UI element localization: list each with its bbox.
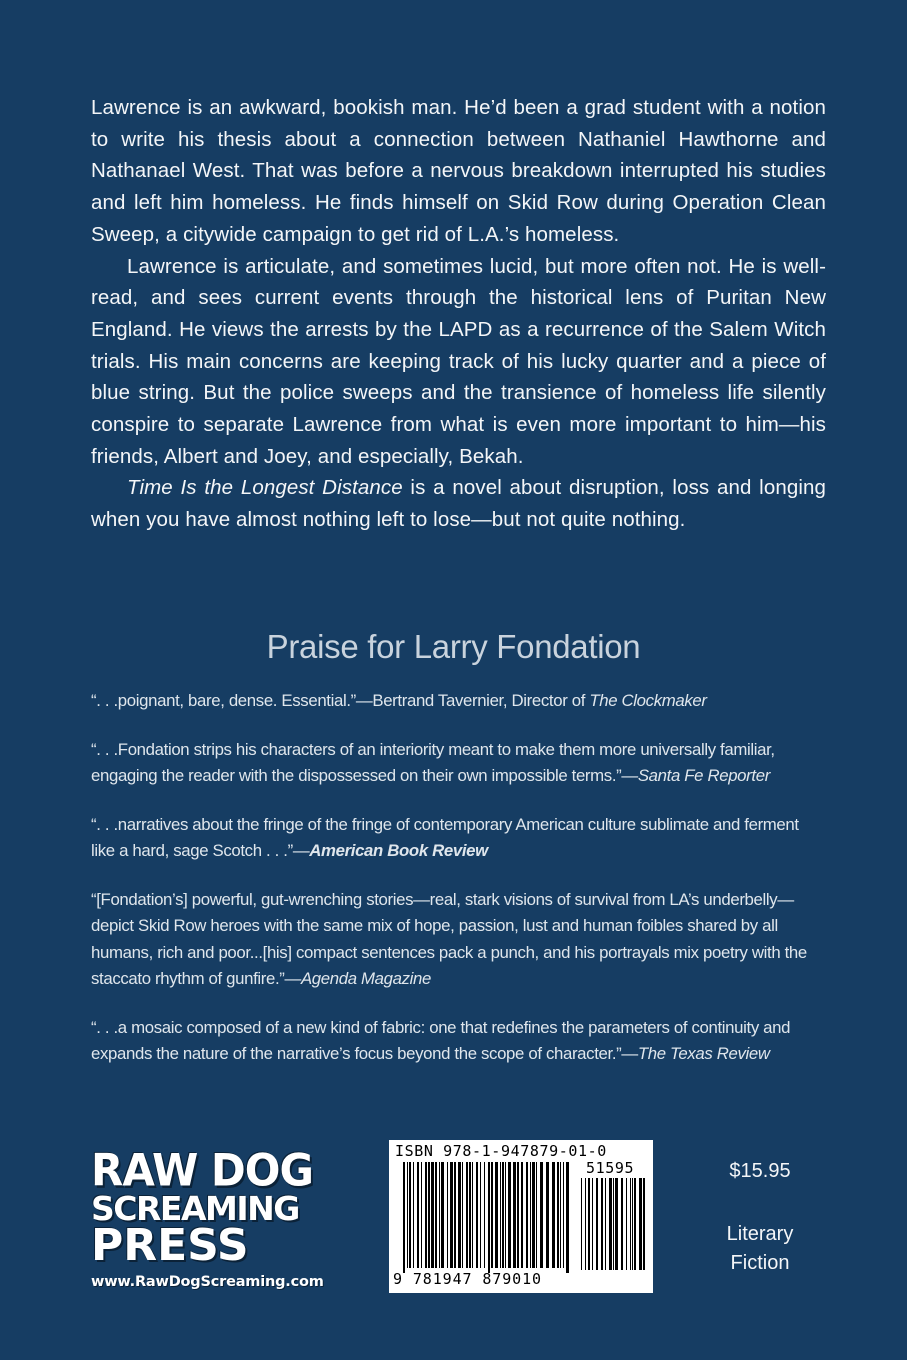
barcode-bar	[563, 1162, 564, 1268]
barcode-bar	[585, 1178, 586, 1270]
barcode-bar	[626, 1178, 627, 1270]
quote-text: “. . .narratives about the fringe of the fringe of contemporary American culture sublimate and ferment like a hard, sage Scotch . . .”—	[91, 814, 799, 860]
barcode-bar	[472, 1162, 473, 1268]
barcode-bar	[639, 1178, 642, 1270]
quote-text: “. . .poignant, bare, dense. Essential.”—Bertrand Tavernier, Director of	[91, 691, 590, 710]
barcode-bar	[439, 1162, 440, 1268]
barcode-bar	[425, 1162, 427, 1268]
barcode-bar	[530, 1162, 531, 1268]
blurb-paragraph-2: Lawrence is articulate, and sometimes lucid, but more often not. He is well-read, and sees current events through the historical lens of Puritan New England. He views the arrests by the LAPD as a recurrence of the Salem Witch trials. His main concerns are keeping track of his lucky quarter and a piece of blue string. But the police sweeps and the transience of homeless life silently conspire to separate Lawrence from what is even more important to him—his friends, Albert and Joey, and especially, Bekah.	[91, 254, 826, 468]
barcode-bar	[450, 1162, 453, 1268]
publisher-logo-line-2: SCREAMING	[91, 1189, 299, 1228]
barcode-bar	[588, 1178, 590, 1270]
barcode-bar	[505, 1162, 506, 1268]
barcode-bar	[601, 1178, 603, 1270]
barcode-bar	[560, 1162, 561, 1268]
barcode-bar	[613, 1178, 614, 1270]
price: $15.95	[729, 1160, 791, 1182]
price-addon-code: 51595	[586, 1159, 635, 1177]
barcode-bar	[495, 1162, 498, 1268]
barcode-bar	[428, 1162, 430, 1268]
barcode-bar	[447, 1162, 448, 1268]
barcode-bar	[491, 1162, 493, 1268]
publisher-logo-line-1: RAW DOG	[91, 1144, 313, 1197]
barcode-bar	[435, 1162, 437, 1268]
quote-4	[91, 887, 826, 993]
publisher-logo	[91, 1144, 341, 1290]
barcode-bar	[557, 1162, 559, 1268]
barcode-bar	[605, 1178, 606, 1270]
barcode-bar	[566, 1162, 569, 1273]
barcode-bar	[502, 1162, 504, 1268]
isbn-text: ISBN 978-1-947879-01-0	[395, 1142, 607, 1160]
barcode-bar	[632, 1178, 633, 1270]
barcode-bar	[454, 1162, 456, 1268]
barcode-bar	[488, 1162, 490, 1273]
barcode-bar	[417, 1162, 419, 1268]
blurb-paragraph-3	[91, 472, 826, 535]
quote-source: The Clockmaker	[589, 691, 707, 710]
quote-source: Santa Fe Reporter	[637, 766, 770, 785]
publisher-logo-line-3: PRESS	[91, 1220, 249, 1271]
barcode-bar	[476, 1162, 478, 1268]
praise-heading: Praise for Larry Fondation	[266, 628, 641, 665]
barcode-bar	[469, 1162, 471, 1268]
barcode-bar	[546, 1162, 549, 1268]
barcode-bar	[484, 1162, 485, 1268]
barcode-bar	[508, 1162, 511, 1268]
quote-5	[91, 1015, 826, 1068]
barcode-bar	[615, 1178, 618, 1270]
quote-source: The Texas Review	[637, 1044, 770, 1063]
quote-2	[91, 737, 826, 790]
barcode-bar	[643, 1178, 645, 1270]
barcode-bar	[466, 1162, 468, 1268]
quote-3	[91, 812, 826, 865]
barcode-bar	[431, 1162, 434, 1268]
barcode-bar	[403, 1162, 405, 1273]
barcode-bar	[596, 1178, 598, 1270]
barcode-bar	[630, 1178, 631, 1270]
barcode-bar	[532, 1162, 535, 1268]
barcode-bar	[540, 1162, 543, 1268]
isbn-barcode	[389, 1140, 653, 1293]
blurb-paragraph-3-text: is a novel about disruption, loss and longing when you have almost nothing left to lose—but not quite nothing.	[91, 476, 826, 532]
barcode-bar	[413, 1162, 414, 1268]
barcode-bar	[462, 1162, 463, 1268]
barcode-bar	[480, 1162, 481, 1268]
quote-text: “. . .a mosaic composed of a new kind of fabric: one that redefines the parameters of continuity and expands the nature of the narrative’s focus beyond the scope of character.”—	[91, 1017, 791, 1063]
barcode-bar	[609, 1178, 612, 1270]
barcode-bar	[409, 1162, 411, 1268]
quote-source: Agenda Magazine	[300, 969, 432, 988]
barcode-bar	[581, 1178, 582, 1270]
praise-quotes	[91, 688, 826, 1090]
barcode-bar	[621, 1178, 623, 1270]
book-title: Time Is the Longest Distance	[127, 476, 403, 500]
quote-text: “. . .Fondation strips his characters of an interiority meant to make them more universally familiar, engaging the reader with the dispossessed on their own impossible terms.”—	[91, 739, 775, 785]
barcode-bar	[552, 1162, 555, 1268]
barcode-bar	[441, 1162, 444, 1268]
ean-digits: 9 781947 879010	[393, 1270, 542, 1288]
barcode-bar	[592, 1178, 593, 1270]
quote-text: “[Fondation’s] powerful, gut-wrenching stories—real, stark visions of survival from LA’s underbelly—depict Skid Row heroes with the same mix of hope, passion, lust and human foibles shared by all humans, rich and poor...[his] compact sentences pack a punch, and his portrayals mix poetry with the staccato rhythm of gunfire.”—	[91, 889, 807, 988]
quote-source: American Book Review	[309, 841, 488, 860]
barcode-bar	[526, 1162, 528, 1268]
barcode-bar	[521, 1162, 523, 1268]
blurb-paragraph-1: Lawrence is an awkward, bookish man. He’d been a grad student with a notion to write his thesis about a connection between Nathaniel Hawthorne and Nathanael West. That was before a nervous breakdown interrupted his studies and left him homeless. He finds himself on Skid Row during Operation Clean Sweep, a citywide campaign to get rid of L.A.’s homeless.	[91, 96, 826, 246]
barcode-bar	[421, 1162, 422, 1268]
barcode-bar	[536, 1162, 537, 1268]
barcode-bar	[500, 1162, 501, 1268]
barcode-bar	[407, 1162, 408, 1268]
genre-label: Literary Fiction	[726, 1223, 794, 1274]
barcode-bar	[513, 1162, 516, 1268]
barcode-bar	[517, 1162, 519, 1268]
barcode-bar	[458, 1162, 461, 1268]
barcode-bar	[634, 1178, 636, 1270]
quote-1	[91, 688, 826, 715]
back-cover-blurb	[91, 92, 826, 536]
publisher-url: www.RawDogScreaming.com	[91, 1274, 324, 1290]
